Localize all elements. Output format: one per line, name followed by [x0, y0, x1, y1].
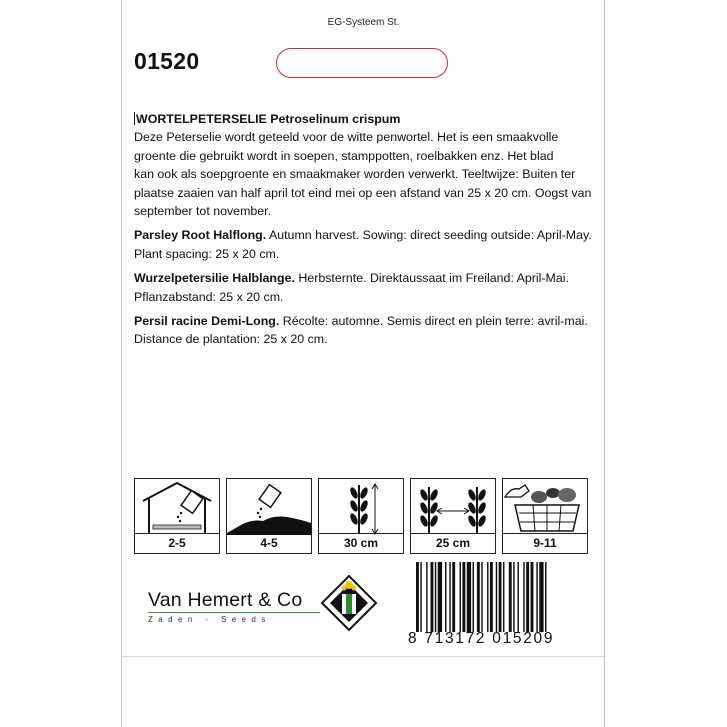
ean-number: 8 713172 015209 — [408, 630, 555, 647]
barcode-icon — [414, 562, 594, 632]
brand-name: Van Hemert & Co — [148, 589, 303, 611]
certification-label: EG-Systeem St. — [327, 17, 400, 28]
dutch-title: WORTELPETERSELIE Petroselinum crispum — [136, 112, 401, 126]
plant-height-box — [318, 478, 404, 554]
brand-logo-icon — [320, 574, 378, 632]
brand-underline — [148, 612, 320, 613]
dutch-line: september tot november. — [134, 204, 272, 219]
english-title: Parsley Root Halflong. — [134, 228, 267, 243]
german-spacing: Pflanzabstand: 25 x 20 cm. — [134, 289, 284, 304]
plant-height-icon — [319, 479, 403, 535]
english-description — [134, 226, 596, 263]
text-cursor — [134, 112, 135, 125]
lot-number-box — [276, 48, 448, 78]
dutch-line: kan ook als soepgroente en smaakmaker worden verwerkt. Teeltwijze: Buiten ter — [134, 167, 576, 182]
sowing-outdoor-box — [226, 478, 312, 554]
plant-spacing-box — [410, 478, 496, 554]
german-text: Herbsternte. Direktaussaat im Freiland: April-Mai. — [294, 271, 569, 286]
dutch-description — [134, 110, 596, 220]
plant-spacing-icon — [411, 479, 495, 535]
brand-tagline: Zaden - Seeds — [148, 615, 271, 624]
plant-height-value: 30 cm — [343, 536, 379, 550]
dutch-line: groente die gebruikt wordt in soepen, stamppotten, roelbakken enz. Het blad — [134, 148, 554, 163]
packet-fold-line — [121, 656, 606, 657]
harvest-months: 9-11 — [533, 536, 557, 550]
german-description — [134, 269, 596, 306]
french-title: Persil racine Demi-Long. — [134, 314, 280, 329]
dutch-line: Deze Peterselie wordt geteeld voor de witte penwortel. Het is een smaakvolle — [134, 130, 559, 145]
sowing-outdoor-icon — [227, 479, 311, 535]
cultivation-icons — [134, 478, 594, 554]
harvest-box — [502, 478, 588, 554]
french-spacing: Distance de plantation: 25 x 20 cm. — [134, 332, 328, 347]
sowing-indoor-box — [134, 478, 220, 554]
french-description — [134, 312, 596, 349]
harvest-basket-icon — [503, 479, 587, 535]
french-text: Récolte: automne. Semis direct en plein terre: avril-mai. — [279, 314, 588, 329]
plant-spacing-value: 25 cm — [435, 536, 471, 550]
packet-left-edge — [121, 0, 122, 727]
english-text: Autumn harvest. Sowing: direct seeding outside: April-May. — [266, 228, 592, 243]
german-title: Wurzelpetersilie Halblange. — [134, 271, 295, 286]
sowing-indoor-icon — [135, 479, 219, 535]
description-block — [134, 110, 596, 355]
sowing-outdoor-months: 4-5 — [260, 536, 278, 550]
sowing-indoor-months: 2-5 — [168, 536, 186, 550]
product-code: 01520 — [134, 48, 200, 74]
dutch-line: plaatse zaaien van half april tot eind mei op een afstand van 25 x 20 cm. Oogst van — [134, 185, 592, 200]
packet-right-edge — [604, 0, 605, 727]
english-spacing: Plant spacing: 25 x 20 cm. — [134, 246, 280, 261]
